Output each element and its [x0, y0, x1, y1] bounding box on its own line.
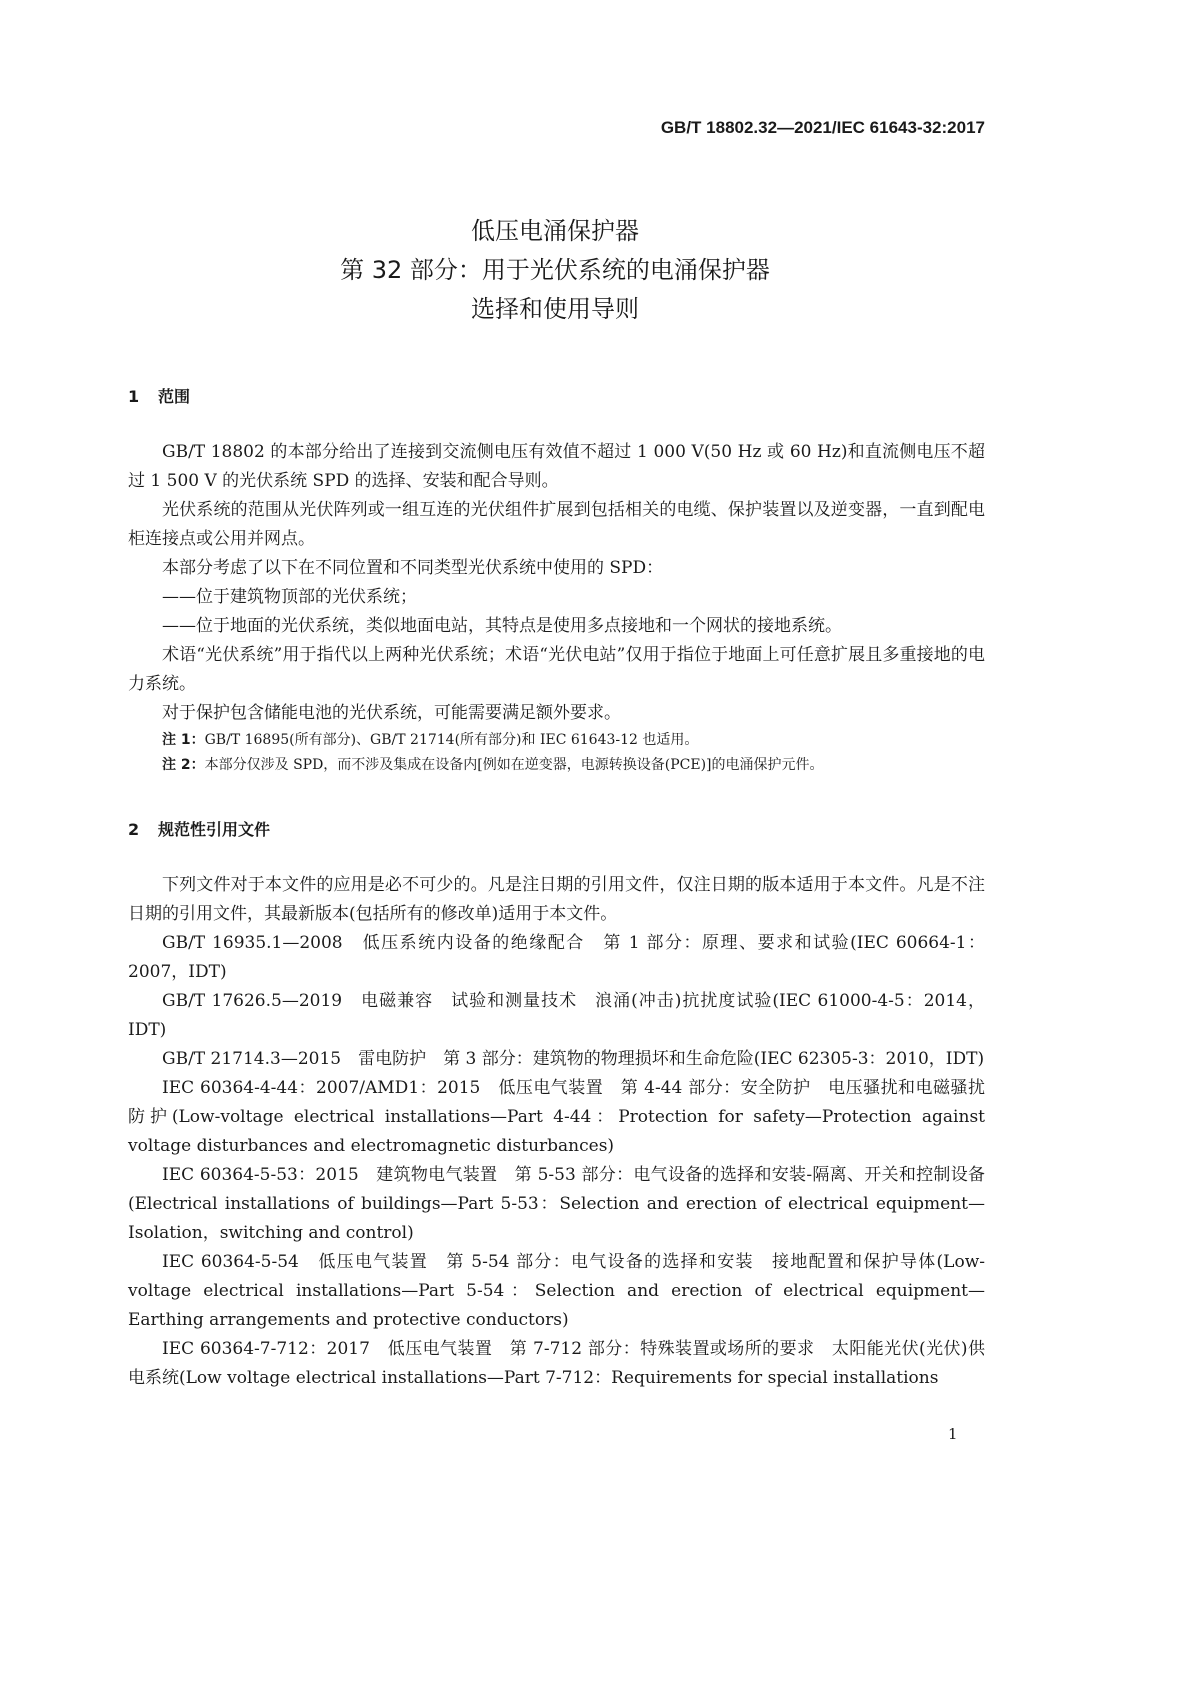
section-number: 1 [128, 387, 140, 406]
reference-item: IEC 60364-7-712：2017 低压电气装置 第 7-712 部分：特殊装置或场所的要求 太阳能光伏(光伏)供电系统(Low voltage electrical installations—Part 7-712：Requirements for special installations [128, 1339, 985, 1388]
title-line-2: 第 32 部分：用于光伏系统的电涌保护器 [340, 256, 770, 284]
reference-item: GB/T 16935.1—2008 低压系统内设备的绝缘配合 第 1 部分：原理、要求和试验(IEC 60664-1：2007，IDT) [128, 933, 985, 982]
paragraph: 下列文件对于本文件的应用是必不可少的。凡是注日期的引用文件，仅注日期的版本适用于本文件。凡是不注日期的引用文件，其最新版本(包括所有的修改单)适用于本文件。 [128, 875, 985, 924]
section-number: 2 [128, 820, 140, 839]
note-text: 本部分仅涉及 SPD，而不涉及集成在设备内[例如在逆变器，电源转换设备(PCE)]的电涌保护元件。 [204, 757, 824, 773]
reference-item: IEC 60364-5-53：2015 建筑物电气装置 第 5-53 部分：电气设备的选择和安装-隔离、开关和控制设备(Electrical installations of buildings—Part 5-53：Selection and erection of electrical equipment—Isolation，switching and control) [128, 1165, 985, 1243]
section-title: 范围 [158, 387, 191, 406]
standard-code-header: GB/T 18802.32—2021/IEC 61643-32:2017 [660, 118, 985, 137]
title-line-1: 低压电涌保护器 [471, 217, 639, 245]
section-1-heading [128, 384, 190, 407]
paragraph: GB/T 18802 的本部分给出了连接到交流侧电压有效值不超过 1 000 V(50 Hz 或 60 Hz)和直流侧电压不超过 1 500 V 的光伏系统 SPD 的选择、安装和配合导则。 [128, 442, 985, 491]
paragraph: 术语“光伏系统”用于指代以上两种光伏系统；术语“光伏电站”仅用于指位于地面上可任意扩展且多重接地的电力系统。 [128, 645, 985, 694]
paragraph: 对于保护包含储能电池的光伏系统，可能需要满足额外要求。 [162, 703, 621, 723]
reference-item: IEC 60364-4-44：2007/AMD1：2015 低压电气装置 第 4-44 部分：安全防护 电压骚扰和电磁骚扰防护(Low-voltage electrical installations—Part 4-44：Protection for safety—Protection against voltage disturbances and electromagnetic disturbances) [128, 1078, 985, 1156]
reference-item: GB/T 17626.5—2019 电磁兼容 试验和测量技术 浪涌(冲击)抗扰度试验(IEC 61000-4-5：2014，IDT) [128, 991, 985, 1040]
page-number: 1 [948, 1425, 958, 1443]
section-2-heading [128, 817, 270, 840]
list-item: ——位于建筑物顶部的光伏系统； [162, 587, 417, 607]
list-item: ——位于地面的光伏系统，类似地面电站，其特点是使用多点接地和一个网状的接地系统。 [162, 616, 842, 636]
reference-item: GB/T 21714.3—2015 雷电防护 第 3 部分：建筑物的物理损坏和生命危险(IEC 62305-3：2010，IDT) [162, 1049, 985, 1069]
note-1 [128, 728, 985, 753]
section-title: 规范性引用文件 [158, 820, 271, 839]
paragraph: 本部分考虑了以下在不同位置和不同类型光伏系统中使用的 SPD： [162, 558, 664, 578]
note-label: 注 1： [162, 732, 205, 748]
note-text: GB/T 16895(所有部分)、GB/T 21714(所有部分)和 IEC 61643-12 也适用。 [204, 732, 699, 748]
note-2 [128, 753, 985, 778]
title-line-3: 选择和使用导则 [471, 295, 639, 323]
document-title [0, 212, 1110, 329]
paragraph: 光伏系统的范围从光伏阵列或一组互连的光伏组件扩展到包括相关的电缆、保护装置以及逆变器，一直到配电柜连接点或公用并网点。 [128, 500, 985, 549]
reference-item: IEC 60364-5-54 低压电气装置 第 5-54 部分：电气设备的选择和安装 接地配置和保护导体(Low-voltage electrical installations—Part 5-54：Selection and erection of electrical equipment—Earthing arrangements and protective conductors) [128, 1252, 985, 1330]
section-1-body [128, 438, 985, 778]
note-label: 注 2： [162, 757, 205, 773]
section-2-body [128, 871, 985, 1393]
